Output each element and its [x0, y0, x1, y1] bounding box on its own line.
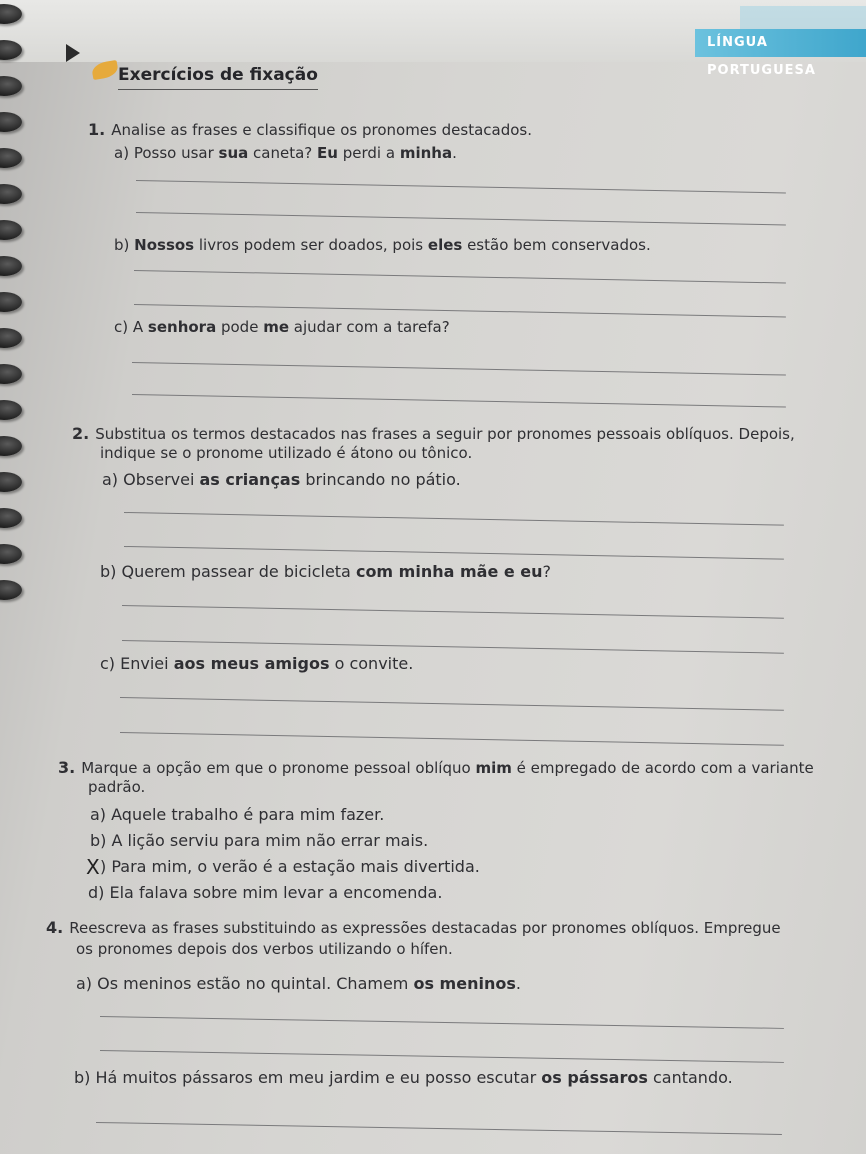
highlighted-term: minha — [399, 144, 453, 162]
item-1b — [114, 236, 651, 254]
item-4a — [76, 974, 521, 993]
ring — [0, 40, 22, 60]
text: . — [452, 144, 457, 162]
ring — [0, 508, 22, 528]
play-arrow-icon — [66, 44, 80, 62]
handwritten-check-mark: X — [86, 855, 100, 879]
answer-line[interactable] — [132, 362, 786, 376]
ring — [0, 328, 22, 348]
answer-line[interactable] — [120, 697, 784, 711]
item-label: b) — [74, 1068, 91, 1087]
ring — [0, 292, 22, 312]
ring — [0, 112, 22, 132]
text: cantando. — [647, 1068, 733, 1087]
text: livros podem ser doados, pois — [194, 236, 428, 254]
highlighted-term: aos meus amigos — [173, 654, 330, 673]
section-title: Exercícios de fixação — [118, 65, 318, 90]
spiral-binding — [0, 0, 40, 620]
question-number: 4. — [46, 918, 64, 937]
answer-line[interactable] — [124, 512, 784, 526]
question-prompt: é empregado de acordo com a variante — [511, 759, 814, 777]
item-label: a) — [102, 470, 119, 489]
question-prompt: Marque a opção em que o pronome pessoal oblíquo — [81, 759, 476, 777]
item-2a — [102, 470, 461, 489]
text: estão bem conservados. — [462, 236, 651, 254]
question-2 — [72, 424, 795, 443]
question-4-line2: os pronomes depois dos verbos utilizando o hífen. — [76, 940, 453, 958]
highlighted-term: mim — [475, 759, 512, 777]
text: Querem passear de bicicleta — [121, 562, 356, 581]
item-1a — [114, 144, 457, 162]
answer-line[interactable] — [120, 732, 784, 746]
ring — [0, 400, 22, 420]
item-label: a) — [114, 144, 130, 162]
question-prompt: Substitua os termos destacados nas frases a seguir por pronomes pessoais oblíquos. Depois, — [95, 425, 795, 443]
question-3-line2: padrão. — [88, 778, 146, 796]
highlighted-term: eles — [427, 236, 463, 254]
option-b[interactable] — [90, 831, 428, 850]
text: A — [132, 318, 148, 336]
item-label: a) — [76, 974, 93, 993]
answer-line[interactable] — [96, 1122, 782, 1135]
text: Enviei — [120, 654, 174, 673]
highlighted-term: os meninos — [413, 974, 516, 993]
question-number: 2. — [72, 424, 90, 443]
ring — [0, 184, 22, 204]
item-label: b) — [114, 236, 130, 254]
highlighted-term: as crianças — [199, 470, 301, 489]
item-label: c) — [100, 654, 116, 673]
text: perdi a — [337, 144, 400, 162]
text: pode — [216, 318, 264, 336]
answer-line[interactable] — [132, 394, 786, 408]
option-label: b) — [90, 831, 107, 850]
ring — [0, 76, 22, 96]
ring — [0, 220, 22, 240]
ring — [0, 580, 22, 600]
option-label: d) — [88, 883, 105, 902]
text: o convite. — [329, 654, 414, 673]
question-prompt: Analise as frases e classifique os pronomes destacados. — [111, 121, 533, 139]
highlighted-term: Eu — [317, 144, 338, 162]
answer-line[interactable] — [134, 304, 786, 318]
item-2c — [100, 654, 413, 673]
question-2-line2: indique se o pronome utilizado é átono ou tônico. — [100, 444, 473, 462]
option-label: a) — [90, 805, 107, 824]
text: brincando no pátio. — [300, 470, 461, 489]
highlighted-term: me — [263, 318, 290, 336]
ring — [0, 148, 22, 168]
answer-line[interactable] — [124, 546, 784, 560]
question-number: 3. — [58, 758, 76, 777]
option-text: A lição serviu para mim não errar mais. — [111, 831, 429, 850]
text: Observei — [123, 470, 200, 489]
answer-line[interactable] — [100, 1050, 784, 1063]
text: Posso usar — [133, 144, 219, 162]
text: Há muitos pássaros em meu jardim e eu posso escutar — [95, 1068, 542, 1087]
highlighted-term: os pássaros — [541, 1068, 648, 1087]
highlighted-term: senhora — [147, 318, 217, 336]
subject-tag: LÍNGUA PORTUGUESA — [695, 29, 866, 57]
question-3 — [58, 758, 814, 777]
option-text: Ela falava sobre mim levar a encomenda. — [109, 883, 443, 902]
item-4b — [74, 1068, 733, 1087]
ring — [0, 544, 22, 564]
question-number: 1. — [88, 120, 106, 139]
text: Os meninos estão no quintal. Chamem — [97, 974, 414, 993]
text: ajudar com a tarefa? — [289, 318, 450, 336]
text: caneta? — [248, 144, 318, 162]
ring — [0, 364, 22, 384]
item-2b — [100, 562, 551, 581]
answer-line[interactable] — [136, 212, 786, 225]
option-text: Para mim, o verão é a estação mais divertida. — [111, 857, 480, 876]
item-1c — [114, 318, 450, 336]
item-label: b) — [100, 562, 117, 581]
tag-shadow — [740, 6, 866, 30]
answer-line[interactable] — [134, 270, 786, 284]
ring — [0, 256, 22, 276]
leaf-icon — [91, 60, 119, 80]
ring — [0, 4, 22, 24]
option-text: Aquele trabalho é para mim fazer. — [111, 805, 385, 824]
option-d[interactable] — [88, 883, 442, 902]
option-a[interactable] — [90, 805, 384, 824]
highlighted-term: Nossos — [134, 236, 195, 254]
ring — [0, 436, 22, 456]
option-label: ) — [100, 857, 107, 876]
highlighted-term: sua — [218, 144, 249, 162]
option-c[interactable] — [100, 857, 480, 876]
text: . — [515, 974, 521, 993]
highlighted-term: com minha mãe e eu — [355, 562, 543, 581]
answer-line[interactable] — [122, 640, 784, 654]
question-prompt: Reescreva as frases substituindo as expressões destacadas por pronomes oblíquos. Empregue — [69, 919, 781, 937]
ring — [0, 472, 22, 492]
question-1 — [88, 120, 532, 139]
text: ? — [542, 562, 552, 581]
question-4 — [46, 918, 781, 937]
item-label: c) — [114, 318, 129, 336]
answer-line[interactable] — [100, 1016, 784, 1029]
answer-line[interactable] — [122, 605, 784, 619]
answer-line[interactable] — [136, 180, 786, 193]
